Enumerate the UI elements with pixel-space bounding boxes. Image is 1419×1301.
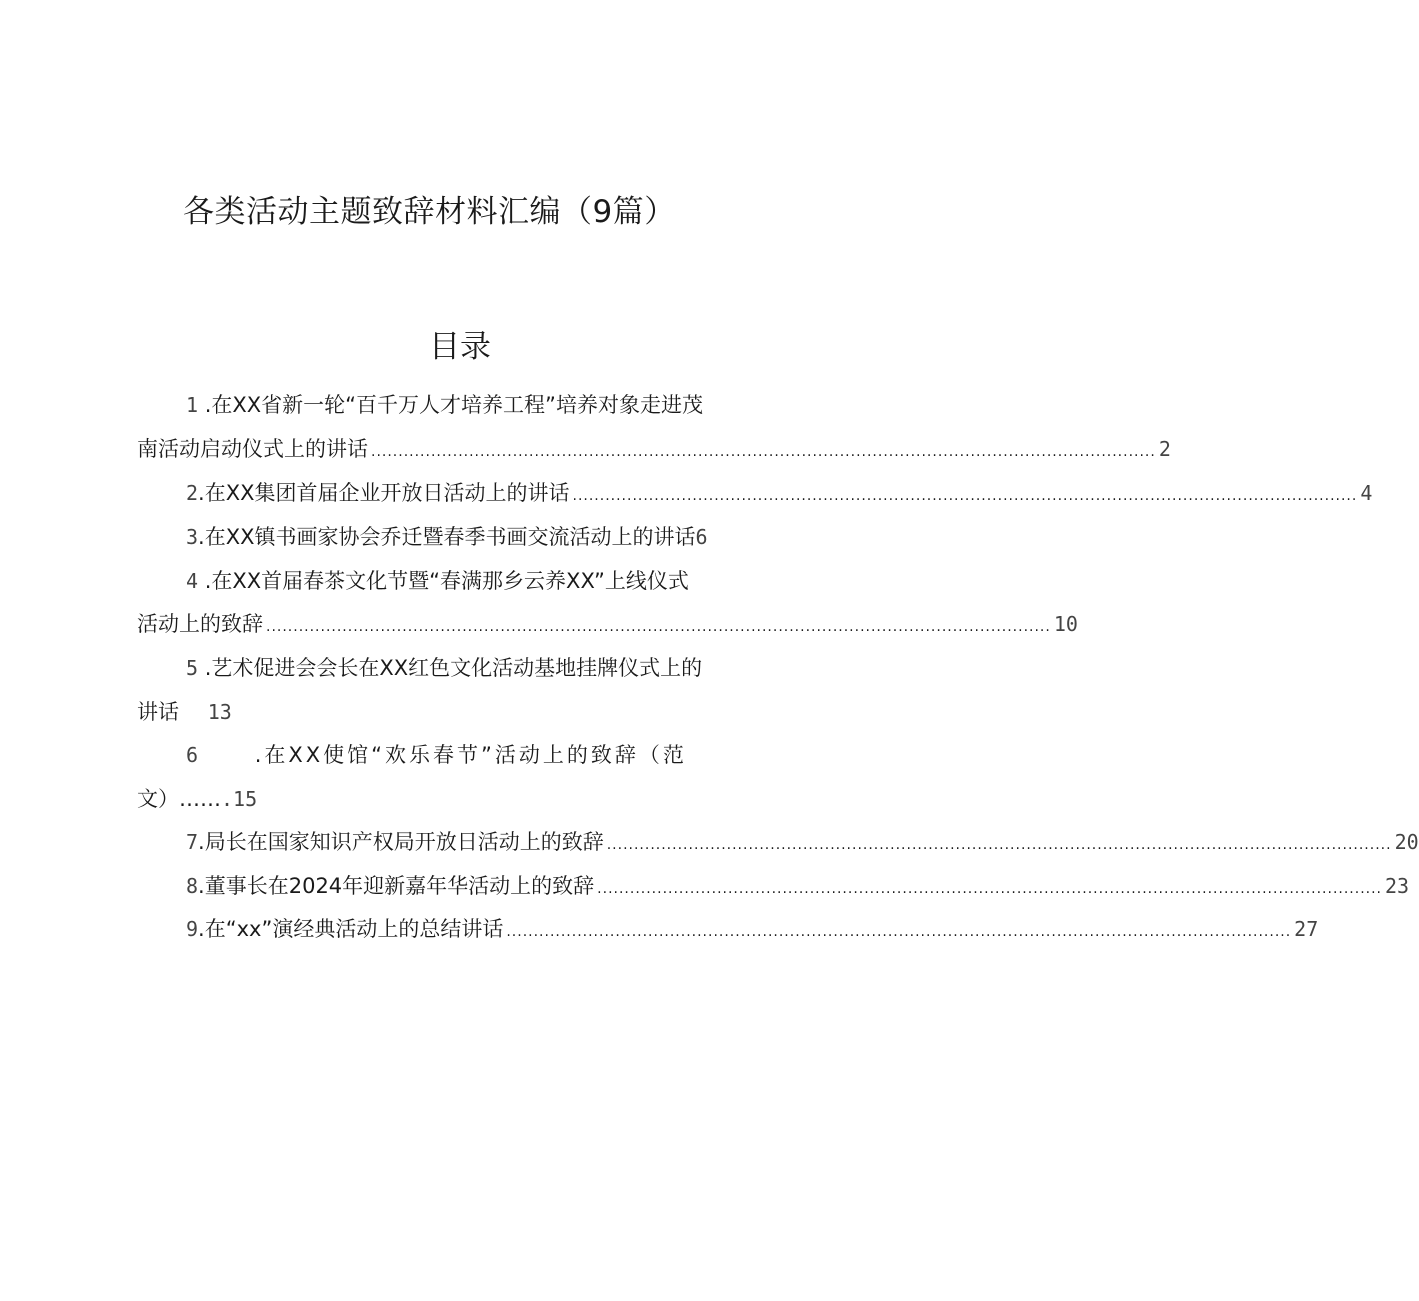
toc-entry-text: .在XX省新一轮“百千万人才培养工程”培养对象走进茂: [204, 393, 703, 417]
toc-entry-text: .在“xx”演经典活动上的总结讲话: [198, 917, 504, 941]
toc-entry-1[interactable]: [137, 388, 783, 422]
dot-leader: ................................................................................................................................................: [572, 488, 1358, 504]
dot-leader: ................................................................................................................................................: [371, 444, 1156, 460]
toc-entry-4-continuation[interactable]: [137, 607, 1078, 641]
toc-entry-text: .在XX首届春茶文化节暨“春满那乡云养XX”上线仪式: [204, 569, 689, 593]
toc-heading: 目录: [429, 329, 491, 365]
toc-entry-9[interactable]: [137, 912, 1319, 946]
toc-page-number: 13: [207, 700, 232, 724]
toc-entry-text: .在XX集团首届企业开放日活动上的讲话: [198, 481, 570, 505]
document-title: 各类活动主题致辞材料汇编（9篇）: [183, 194, 676, 230]
toc-page-number: 2: [1158, 437, 1171, 461]
toc-entry-number: 1: [186, 393, 199, 417]
toc-entry-text: .局长在国家知识产权局开放日活动上的致辞: [198, 830, 604, 854]
toc-entry-7[interactable]: [137, 825, 1419, 859]
toc-page-number: 4: [1360, 481, 1373, 505]
toc-page-number: 23: [1385, 874, 1410, 898]
toc-entry-3[interactable]: [137, 520, 783, 554]
toc-entry-text: 讲话: [137, 700, 179, 724]
dot-leader: ................................................................................................................................................: [506, 924, 1292, 940]
toc-page-number: .15: [221, 787, 258, 811]
toc-entry-text: .在XX镇书画家协会乔迁暨春季书画交流活动上的讲话: [198, 525, 696, 549]
toc-entry-text: 活动上的致辞: [137, 612, 263, 636]
toc-entry-1-continuation[interactable]: [137, 432, 1171, 466]
toc-entry-2[interactable]: [137, 476, 1373, 510]
toc-entry-number: 5: [186, 656, 199, 680]
toc-entry-5-continuation[interactable]: [137, 695, 783, 729]
toc-entry-4[interactable]: [137, 564, 783, 598]
toc-page-number: 6: [695, 525, 708, 549]
toc-entry-6-continuation[interactable]: [137, 782, 783, 816]
toc-entry-number: 6: [186, 743, 199, 767]
dot-leader: ................................................................................................................................................: [266, 619, 1051, 635]
toc-entry-8[interactable]: [137, 869, 1410, 903]
toc-entry-5[interactable]: [137, 651, 783, 685]
toc-page-number: 27: [1294, 917, 1319, 941]
toc-entry-number: 2: [186, 481, 199, 505]
toc-entry-number: 7: [186, 830, 199, 854]
toc-entry-text: .在XX使馆“欢乐春节”活动上的致辞（范: [254, 743, 687, 767]
toc-entry-number: 4: [186, 569, 199, 593]
toc-entry-6[interactable]: [137, 738, 783, 772]
toc-entry-number: 8: [186, 874, 199, 898]
toc-entry-number: 3: [186, 525, 199, 549]
toc-entry-number: 9: [186, 917, 199, 941]
toc-page-number: 10: [1053, 612, 1078, 636]
toc-entry-text: 南活动启动仪式上的讲话: [137, 437, 368, 461]
dot-leader: ................................................................................................................................................: [597, 881, 1382, 897]
toc-entry-text: 文）……: [137, 787, 221, 811]
toc-page-number: 20: [1394, 830, 1419, 854]
dot-leader: ................................................................................................................................................: [606, 837, 1392, 853]
toc-entry-text: .董事长在2024年迎新嘉年华活动上的致辞: [198, 874, 595, 898]
toc-entry-text: .艺术促进会会长在XX红色文化活动基地挂牌仪式上的: [204, 656, 703, 680]
